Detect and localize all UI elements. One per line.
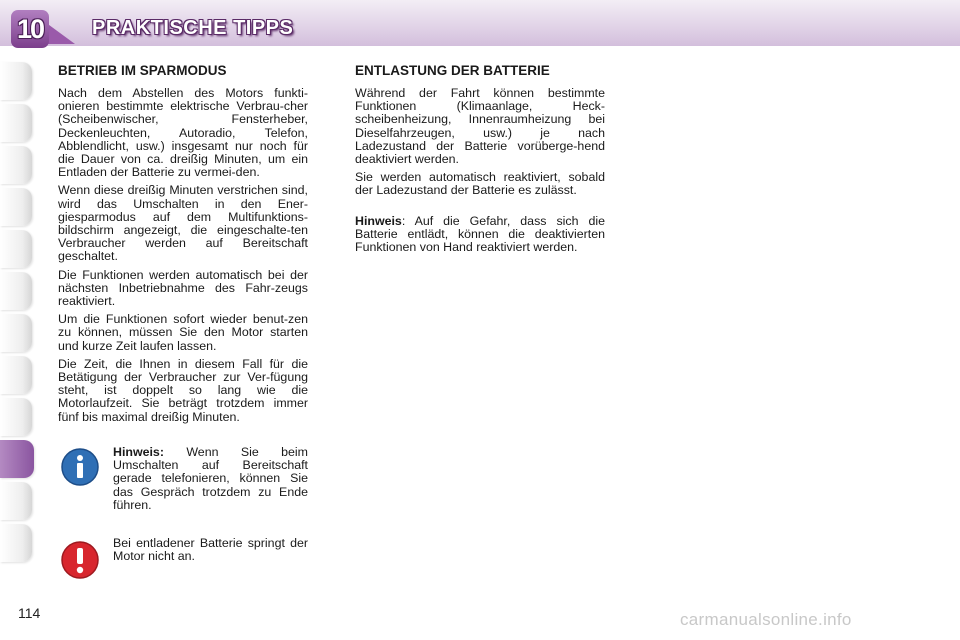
paragraph: Wenn diese dreißig Minuten verstrichen sind, wird das Umschalten in den Ener-giesparmodus auf dem Multifunktions-bildschirm angezeigt, die eingeschalte-ten Verbraucher werden auf Bereitschaft geschaltet. (58, 183, 308, 264)
chapter-tab[interactable] (0, 104, 32, 142)
paragraph: Um die Funktionen sofort wieder benut-zen zu können, müssen Sie den Motor starten und kurze Zeit laufen lassen. (58, 312, 308, 353)
paragraph: Während der Fahrt können bestimmte Funktionen (Klimaanlage, Heck-scheibenheizung, Innenraumheizung bei Dieselfahrzeugen, usw.) je nach Ladezustand der Batterie vorüberge-hend deaktiviert werden. (355, 86, 605, 167)
info-icon (60, 447, 100, 487)
chapter-title: PRAKTISCHE TIPPS (92, 17, 294, 39)
chapter-tab-active[interactable] (0, 440, 34, 478)
chapter-tab[interactable] (0, 356, 32, 394)
chapter-number: 10 (16, 13, 44, 44)
entlastung-text (355, 87, 605, 259)
chapter-tabs (0, 62, 34, 566)
paragraph: Nach dem Abstellen des Motors funkti-onieren bestimmte elektrische Verbrau-cher (Scheibenwischer, Fensterheber, Deckenleuchten, Autoradio, Telefon, Abblendlicht, usw.) insgesamt nur noch für die Dauer von ca. dreißig Minuten, um ein Entladen der Batterie zu vermei-den. (58, 86, 308, 180)
chapter-number-badge (11, 10, 49, 48)
chapter-tab[interactable] (0, 398, 32, 436)
chapter-badge-tail (45, 22, 75, 44)
sparmodus-text (58, 87, 308, 429)
chapter-tab[interactable] (0, 188, 32, 226)
paragraph: Die Zeit, die Ihnen in diesem Fall für die Betätigung der Verbraucher zur Ver-fügung steht, ist doppelt so lang wie die Motorlaufzeit. Sie beträgt trotzdem immer fünf bis maximal dreißig Minuten. (58, 356, 308, 424)
paragraph: Sie werden automatisch reaktiviert, sobald der Ladezustand der Batterie es zulässt. (355, 170, 605, 198)
chapter-tab[interactable] (0, 482, 32, 520)
battery-note-text: : Auf die Gefahr, dass sich die Batterie entlädt, können die deaktivierten Funktionen von Hand reaktiviert werden. (355, 213, 605, 255)
watermark: carmanualsonline.info (680, 610, 852, 629)
page-number: 114 (18, 605, 41, 621)
chapter-tab[interactable] (0, 272, 32, 310)
battery-note (355, 215, 605, 255)
chapter-tab[interactable] (0, 524, 32, 562)
warning-note: Bei entladener Batterie springt der Motor nicht an. (113, 536, 308, 564)
chapter-tab[interactable] (0, 146, 32, 184)
section-title-sparmodus: BETRIEB IM SPARMODUS (58, 63, 227, 78)
info-note (113, 446, 308, 512)
chapter-tab[interactable] (0, 230, 32, 268)
chapter-tab[interactable] (0, 62, 32, 100)
warning-icon (60, 540, 100, 580)
chapter-tab[interactable] (0, 314, 32, 352)
paragraph: Die Funktionen werden automatisch bei der nächsten Inbetriebnahme des Fahr-zeugs reaktiviert. (58, 267, 308, 309)
chapter-header (0, 0, 960, 46)
section-title-entlastung: ENTLASTUNG DER BATTERIE (355, 63, 550, 78)
info-note-label: Hinweis: (113, 445, 164, 459)
battery-note-label: Hinweis (355, 213, 402, 228)
info-note-text: Wenn Sie beim Umschalten auf Bereitschaft gerade telefonieren, können Sie das Gespräch trotzdem zu Ende führen. (113, 445, 308, 512)
